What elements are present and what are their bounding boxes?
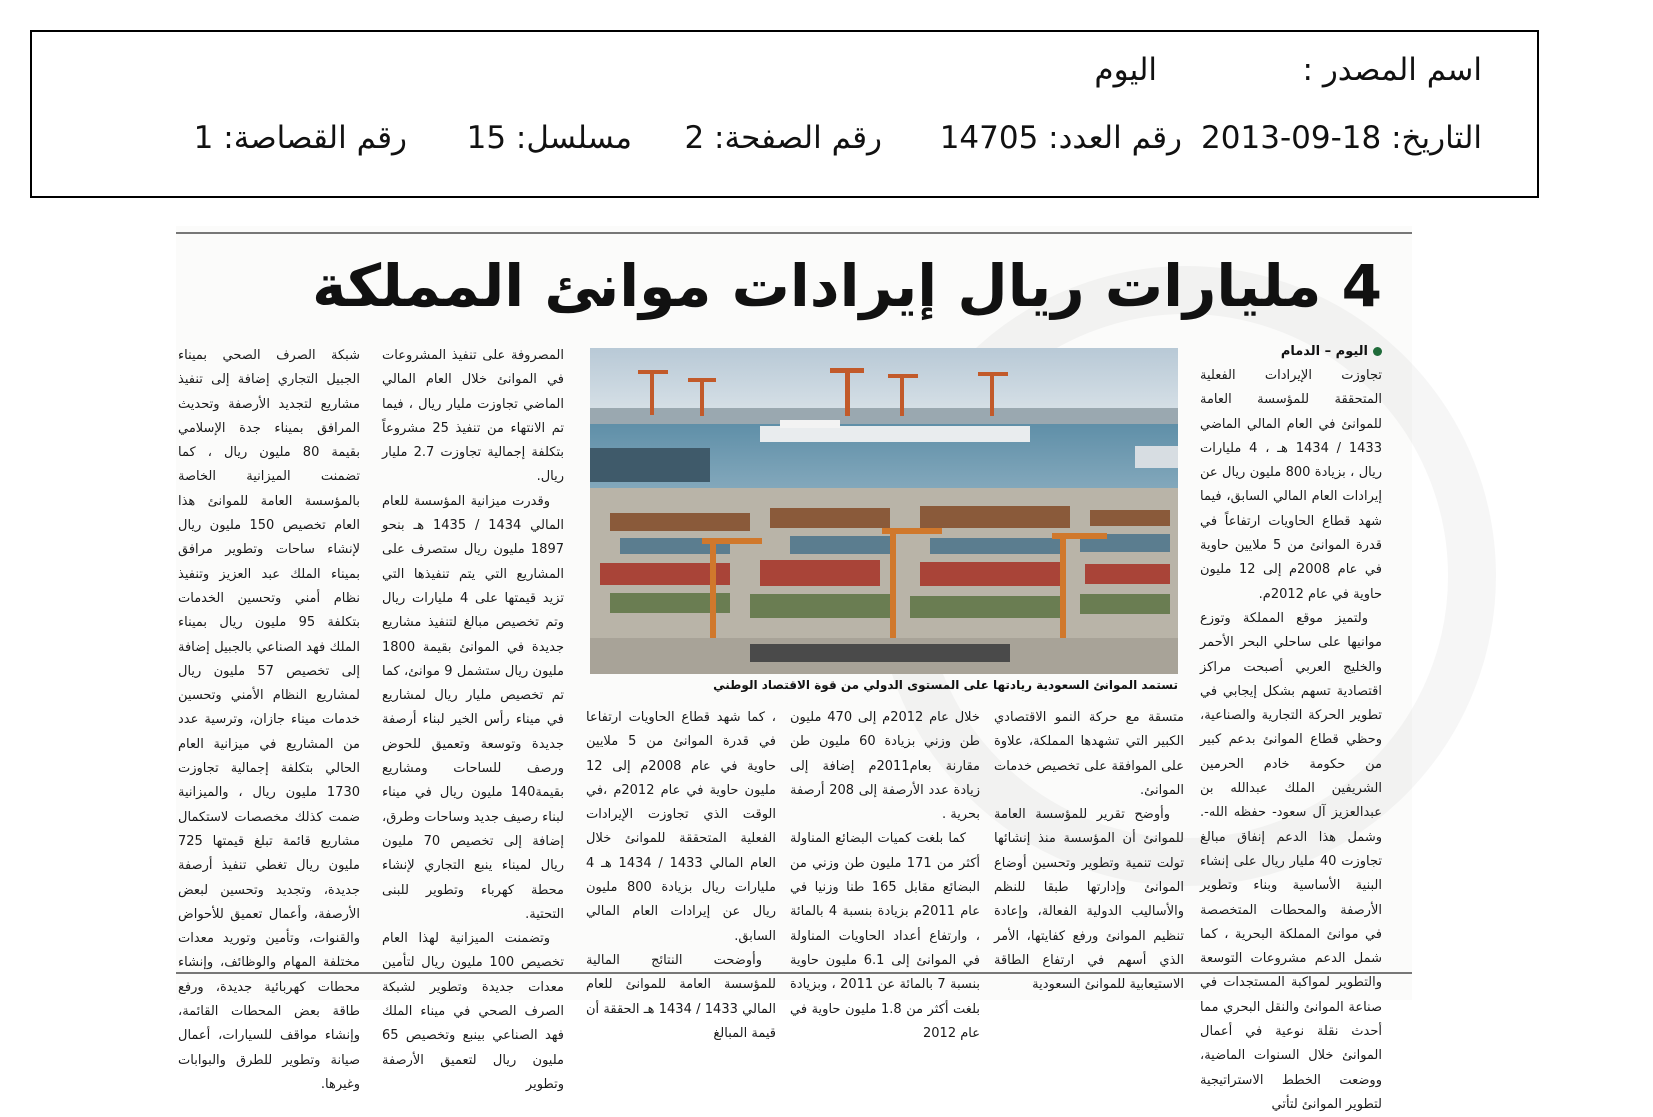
paragraph: وقدرت ميزانية المؤسسة للعام المالي 1434 / 1435 هـ بنحو 1897 مليون ريال ستصرف على المشاريع التي يتم تنفيذها التي تزيد قيمتها على 4 مليارات ريال وتم تخصيص مبالغ لتنفيذ مشاريع جديدة في الموانئ بقيمة 1800 مليون ريال ستشمل 9 موانئ، كما تم تخصيص مليار ريال لمشاريع في ميناء رأس الخير لبناء أرصفة جديدة وتوسعة وتعميق للحوض ورصف للساحات ومشاريع بقيمة140 مليون ريال في ميناء لبناء رصيف جديد وساحات وطرق، إضافة إلى تخصيص 70 مليون ريال لميناء ينبع التجاري لإنشاء محطة كهرباء وتطوير للبنى التحتية. <box>382 493 564 922</box>
article-byline <box>1281 344 1382 359</box>
container-port-image <box>590 348 1178 674</box>
paragraph: المصروفة على تنفيذ المشروعات في الموانئ خلال العام المالي الماضي تجاوزت مليار ريال ، فيما تم الانتهاء من تنفيذ 25 مشروعاً بتكلفة إجمالية تجاوزت 2.7 مليار ريال. <box>382 348 564 485</box>
issue-number: رقم العدد: 14705 <box>939 120 1182 156</box>
paragraph: خلال عام 2012م إلى 470 مليون طن وزني بزيادة 60 مليون طن مقارنة بعام2011م إضافة إلى زيادة عدد الأرصفة إلى 208 أرصفة بحرية . <box>790 710 981 823</box>
source-label: اسم المصدر : <box>1302 52 1482 88</box>
article-column-5 <box>790 706 981 1041</box>
article-column-3 <box>178 344 360 1092</box>
byline-text: اليوم – الدمام <box>1280 344 1368 359</box>
date-field: التاريخ: 18-09-2013 <box>1201 120 1482 156</box>
clipping-header <box>30 30 1539 198</box>
newspaper-clipping <box>176 226 1412 1112</box>
paragraph: ولتميز موقع المملكة وتوزع موانيها على ساحلي البحر الأحمر والخليج العربي أصبحت مراكز اقتصادية تسهم بشكل إيجابي في تطوير الحركة التجارية والصناعية، وحظي قطاع الموانئ بدعم كبير من حكومة خادم الحرمين الشريفين الملك عبدالله بن عبدالعزيز آل سعود- حفظه الله-. وشمل هذا الدعم إنفاق مبالغ تجاوزت 40 مليار ريال على إنشاء البنية الأساسية وبناء وتطوير الأرصفة والمحطات المتخصصة في موانئ المملكة البحرية ، كما شمل الدعم مشروعات التوسعة والتطوير لمواكبة المستجدات في صناعة الموانئ والنقل البحري مما أحدث نقلة نوعية في أعمال الموانئ خلال السنوات الماضية، ووضعت الخطط الاستراتيجية لتطوير الموانئ لتأتي <box>1200 610 1383 1112</box>
bullet-icon <box>1373 347 1382 356</box>
paragraph: شبكة الصرف الصحي بميناء الجبيل التجاري إضافة إلى تنفيذ مشاريع لتجديد الأرصفة وتحديث المرافق بميناء جدة الإسلامي بقيمة 80 مليون ريال ، كما تضمنت الميزانية الخاصة بالمؤسسة العامة للموانئ هذا العام تخصيص 150 مليون ريال لإنشاء ساحات وتطوير مرافق بميناء الملك عبد العزيز وتنفيذ نظام أمني وتحسين الخدمات بتكلفة 95 مليون ريال بميناء الملك فهد الصناعي بالجبيل إضافة إلى تخصيص 57 مليون ريال لمشاريع النظام الأمني وتحسين خدمات ميناء جازان، وترسية عدد من المشاريع في ميزانية العام الحالي بتكلفة إجمالية تجاوزت 1730 مليون ريال ، والميزانية ضمت كذلك مخصصات لاستكمال مشاريع قائمة تبلغ قيمتها 725 مليون ريال تغطي تنفيذ أرصفة جديدة، وتجديد وتحسين لبعض الأرصفة، وأعمال تعميق للأحواض والقنوات، وتأمين وتوريد معدات مختلفة المهام والوظائف، وإنشاء محطات كهربائية جديدة، ورفع طاقة بعض المحطات القائمة، وإنشاء مواقف للسيارات، أعمال صيانة وتطوير للطرق والبوابات وغيرها. <box>178 348 360 1092</box>
article-column-2 <box>382 344 564 1092</box>
source-value: اليوم <box>1094 52 1157 88</box>
article-column-4 <box>586 706 776 1041</box>
serial-number: مسلسل: 15 <box>466 120 632 156</box>
paragraph: ، كما شهد قطاع الحاويات ارتفاعا في قدرة الموانئ من 5 ملايين حاوية في عام 2008م إلى 12 مليون حاوية في عام 2012م ،في الوقت الذي تجاوزت الإيرادات الفعلية المتحققة للموانئ خلال العام المالي 1433 / 1434 هـ 4 مليارات ريال بزيادة 800 مليون ريال عن إيرادات العام المالي السابق. <box>586 710 776 944</box>
article-column-1 <box>1200 364 1383 1112</box>
bottom-rule <box>176 972 1412 974</box>
article-column-6 <box>994 706 1184 993</box>
paragraph: وتضمنت الميزانية لهذا العام تخصيص 100 مليون ريال لتأمين معدات جديدة وتطوير لشبكة الصرف الصحي في ميناء الملك فهد الصناعي بينبع وتخصيص 65 مليون ريال لتعميق الأرصفة وتطوير <box>382 931 564 1092</box>
clip-number: رقم القصاصة: 1 <box>193 120 407 156</box>
paragraph: تجاوزت الإيرادات الفعلية المتحققة للمؤسسة العامة للموانئ في العام المالي الماضي 1433 / 1434 هـ ، 4 مليارات ريال ، بزيادة 800 مليون ريال عن إيرادات العام المالي السابق، فيما شهد قطاع الحاويات ارتفاعاً في قدرة الموانئ من 5 ملايين حاوية في عام 2008م إلى 12 مليون حاوية في عام 2012م. <box>1200 368 1382 602</box>
paragraph: وأوضح تقرير للمؤسسة العامة للموانئ أن المؤسسة منذ إنشائها تولت تنمية وتطوير وتحسين أوضاع الموانئ وإدارتها طبقا للنظم والأساليب الدولية الفعالة، وإعادة تنظيم الموانئ ورفع كفايتها، الأمر الذي أسهم في ارتفاع الطاقة الاستيعابية للموانئ السعودية <box>994 807 1184 993</box>
page-number: رقم الصفحة: 2 <box>684 120 882 156</box>
top-rule <box>176 232 1412 234</box>
paragraph: متسقة مع حركة النمو الاقتصادي الكبير التي تشهدها المملكة، علاوة على الموافقة على تخصيص خدمات الموانئ. <box>994 710 1184 798</box>
photo-caption: تستمد الموانئ السعودية ريادتها على المستوى الدولي من قوة الاقتصاد الوطني <box>713 678 1178 692</box>
port-photo <box>590 348 1178 674</box>
article-headline: 4 مليارات ريال إيرادات موانئ المملكة <box>312 252 1382 320</box>
paragraph: كما بلغت كميات البضائع المناولة أكثر من 171 مليون طن وزني من البضائع مقابل 165 طنا وزنيا في عام 2011م بزيادة بنسبة 4 بالمائة ، وارتفاع أعداد الحاويات المناولة في الموانئ إلى 6.1 مليون حاوية بنسبة 7 بالمائة عن 2011 ، وبزيادة بلغت أكثر من 1.8 مليون حاوية في عام 2012 <box>790 831 980 1041</box>
paragraph: وأوضحت النتائج المالية للمؤسسة العامة للموانئ للعام المالي 1433 / 1434 هـ الحققة أن قيمة المبالغ <box>586 952 776 1041</box>
